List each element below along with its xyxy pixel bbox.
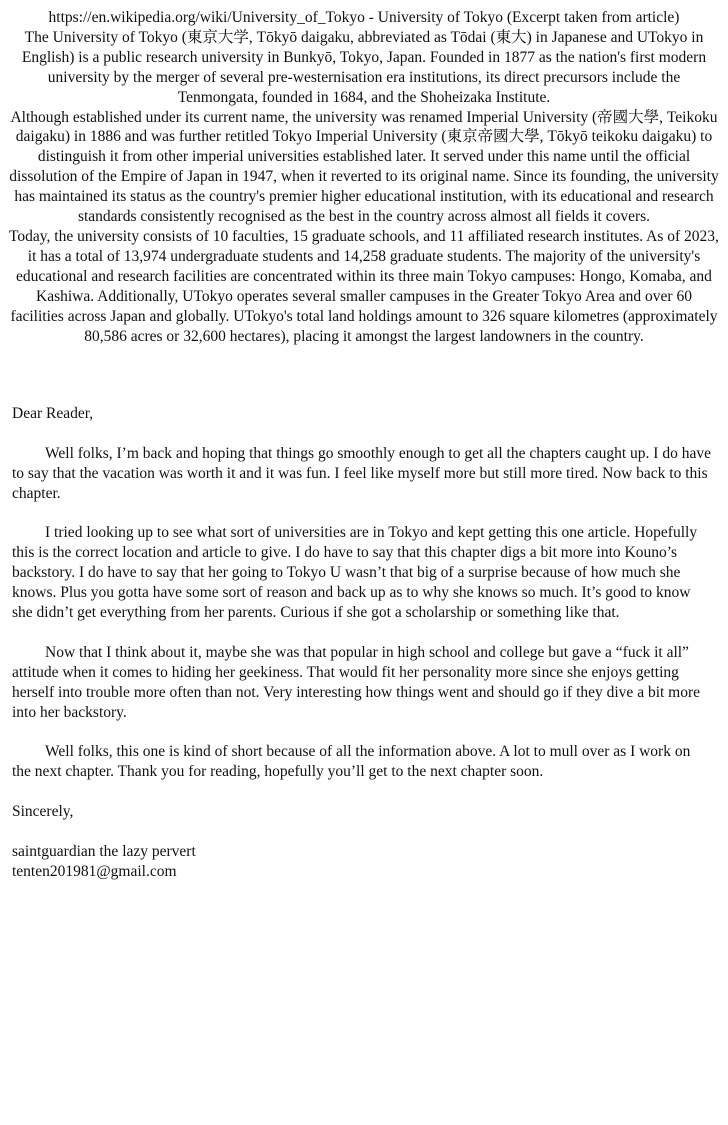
author-letter — [12, 404, 712, 882]
letter-paragraph-2: I tried looking up to see what sort of universities are in Tokyo and kept getting this one article. Hopefully this is the correct location and article to give. I do have to say that this chapter digs a bit more into Kouno’s backstory. I do have to say that her going to Tokyo U wasn’t that big of a surprise because of how much she knows. Plus you gotta have some sort of reason and back up as to why she knows so much. It’s good to know she didn’t get everything from her parents. Curious if she got a scholarship or something like that. — [12, 524, 698, 622]
signature-email: tenten201981@gmail.com — [12, 862, 177, 880]
wikipedia-excerpt — [8, 8, 720, 346]
excerpt-paragraph-2: Although established under its current name, the university was renamed Imperial University (帝國大學, Teikoku daigaku) in 1886 and was further retitled Tokyo Imperial University (東京帝國大學, Tōkyō teikoku daigaku) to distinguish it from other imperial universities established later. It served under this name until the official dissolution of the Empire of Japan in 1947, when it reverted to its original name. Since its founding, the university has maintained its status as the country's premier higher educational institution, with its educational and research standards consistently recognised as the best in the country across almost all fields it covers. — [9, 108, 719, 226]
excerpt-paragraph-3: Today, the university consists of 10 faculties, 15 graduate schools, and 11 affiliated research institutes. As of 2023, it has a total of 13,974 undergraduate students and 14,258 graduate students. The majority of the university's educational and research facilities are concentrated within its three main Tokyo campuses: Hongo, Komaba, and Kashiwa. Additionally, UTokyo operates several smaller campuses in the Greater Tokyo Area and over 60 facilities across Japan and globally. UTokyo's total land holdings amount to 326 square kilometres (approximately 80,586 acres or 32,600 hectares), placing it amongst the largest landowners in the country. — [9, 227, 719, 345]
signature-name: saintguardian the lazy pervert — [12, 842, 196, 860]
letter-paragraph-1: Well folks, I’m back and hoping that things go smoothly enough to get all the chapters caught up. I do have to say that the vacation was worth it and it was fun. I feel like myself more but still more tired. Now back to this chapter. — [12, 444, 711, 502]
excerpt-source-header: https://en.wikipedia.org/wiki/University_of_Tokyo - University of Tokyo (Excerpt taken from article) — [48, 9, 680, 26]
letter-paragraph-3: Now that I think about it, maybe she was that popular in high school and college but gave a “fuck it all” attitude when it comes to hiding her geekiness. That would fit her personality more since she enjoys getting herself into trouble more often than not. Very interesting how things went and should go if they dive a bit more into her backstory. — [12, 643, 701, 721]
letter-salutation: Dear Reader, — [12, 405, 94, 422]
signature-block — [12, 842, 712, 882]
excerpt-paragraph-1: The University of Tokyo (東京大学, Tōkyō daigaku, abbreviated as Tōdai (東大) in Japanese and UTokyo in English) is a public research university in Bunkyō, Tokyo, Japan. Founded in 1877 as the nation's first modern university by the merger of several pre-westernisation era institutions, its direct precursors include the Tenmongata, founded in 1684, and the Shoheizaka Institute. — [21, 28, 707, 106]
letter-paragraph-4: Well folks, this one is kind of short because of all the information above. A lot to mull over as I work on the next chapter. Thank you for reading, hopefully you’ll get to the next chapter soon. — [12, 743, 691, 781]
letter-closing: Sincerely, — [12, 803, 74, 821]
